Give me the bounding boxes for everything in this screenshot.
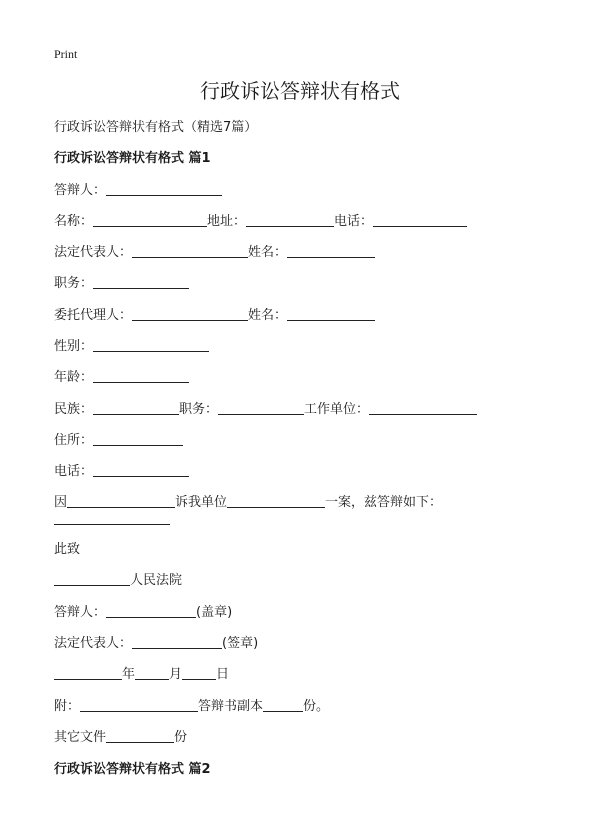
case-blank[interactable] — [227, 494, 325, 508]
phone-label: 电话： — [334, 214, 374, 229]
phone-blank[interactable] — [373, 213, 467, 227]
subtitle: 行政诉讼答辩状有格式（精选7篇） — [54, 120, 258, 135]
reply-content-blank[interactable] — [54, 511, 170, 525]
legal-rep-label: 法定代表人： — [54, 245, 133, 260]
ethnicity-blank[interactable] — [93, 401, 179, 415]
year-blank[interactable] — [54, 666, 122, 680]
workplace-label: 工作单位： — [304, 402, 370, 417]
respondent-row — [54, 182, 222, 200]
other-docs-copies-label: 份 — [174, 730, 188, 745]
legal-rep-name-blank[interactable] — [287, 244, 375, 258]
legal-rep-row — [54, 244, 375, 262]
other-docs-row — [54, 729, 187, 747]
gender-blank[interactable] — [93, 338, 209, 352]
copies-label: 份。 — [303, 699, 330, 714]
plaintiff-blank[interactable] — [67, 494, 175, 508]
section2-heading: 行政诉讼答辩状有格式 篇2 — [54, 762, 211, 777]
position-blank[interactable] — [93, 275, 189, 289]
day-label: 日 — [216, 667, 230, 682]
legal-rep-name-label: 姓名： — [248, 245, 288, 260]
workplace-blank[interactable] — [369, 401, 477, 415]
sign-label: (签章) — [222, 636, 259, 651]
case-reply-label: 一案，兹答辩如下： — [325, 495, 443, 510]
agent-row — [54, 307, 375, 325]
gender-label: 性别： — [54, 339, 94, 354]
attach-blank[interactable] — [80, 698, 198, 712]
phone2-blank[interactable] — [93, 463, 189, 477]
section1-heading: 行政诉讼答辩状有格式 篇1 — [54, 151, 211, 166]
name-label: 名称： — [54, 214, 94, 229]
position-label: 职务： — [54, 276, 94, 291]
age-row — [54, 369, 189, 387]
ethnicity-row — [54, 401, 477, 419]
phone2-row — [54, 463, 189, 481]
respondent-seal-label: 答辩人： — [54, 605, 107, 620]
legal-rep-blank[interactable] — [132, 244, 248, 258]
legal-rep-sign-label: 法定代表人： — [54, 636, 133, 651]
ethnicity-label: 民族： — [54, 402, 94, 417]
agent-name-blank[interactable] — [287, 307, 375, 321]
month-blank[interactable] — [135, 666, 169, 680]
respondent-label: 答辩人： — [54, 183, 107, 198]
name-blank[interactable] — [93, 213, 207, 227]
attach-label: 附： — [54, 699, 81, 714]
court-row — [54, 572, 182, 590]
position2-blank[interactable] — [218, 401, 304, 415]
to-label: 此致 — [54, 542, 81, 557]
gender-row — [54, 338, 209, 356]
copy-label: 答辩书副本 — [198, 699, 264, 714]
respondent-seal-blank[interactable] — [106, 604, 196, 618]
name-address-phone-row — [54, 213, 467, 231]
document-title: 行政诉讼答辩状有格式 — [200, 79, 400, 103]
court-blank[interactable] — [54, 572, 130, 586]
phone2-label: 电话： — [54, 464, 94, 479]
agent-label: 委托代理人： — [54, 308, 133, 323]
address-label: 地址： — [207, 214, 247, 229]
residence-label: 住所： — [54, 433, 94, 448]
respondent-seal-row — [54, 604, 232, 622]
court-label: 人民法院 — [130, 573, 183, 588]
position-row — [54, 275, 189, 293]
residence-row — [54, 432, 183, 450]
day-blank[interactable] — [182, 666, 216, 680]
respondent-blank[interactable] — [106, 182, 222, 196]
other-docs-label: 其它文件 — [54, 730, 107, 745]
month-label: 月 — [169, 667, 183, 682]
position2-label: 职务： — [179, 402, 219, 417]
seal-label: (盖章) — [196, 605, 233, 620]
age-label: 年龄： — [54, 370, 94, 385]
case-row — [54, 494, 442, 512]
address-blank[interactable] — [246, 213, 334, 227]
attachment-row — [54, 698, 329, 716]
because-label: 因 — [54, 495, 68, 510]
agent-blank[interactable] — [132, 307, 248, 321]
legal-rep-sign-row — [54, 635, 258, 653]
sue-label: 诉我单位 — [175, 495, 228, 510]
case-continuation-row — [54, 511, 170, 529]
print-link[interactable]: Print — [54, 47, 78, 61]
other-docs-blank[interactable] — [106, 729, 174, 743]
age-blank[interactable] — [93, 369, 189, 383]
legal-rep-sign-blank[interactable] — [132, 635, 222, 649]
residence-blank[interactable] — [93, 432, 183, 446]
date-row — [54, 666, 229, 684]
year-label: 年 — [122, 667, 136, 682]
copy-count-blank[interactable] — [263, 698, 303, 712]
agent-name-label: 姓名： — [248, 308, 288, 323]
